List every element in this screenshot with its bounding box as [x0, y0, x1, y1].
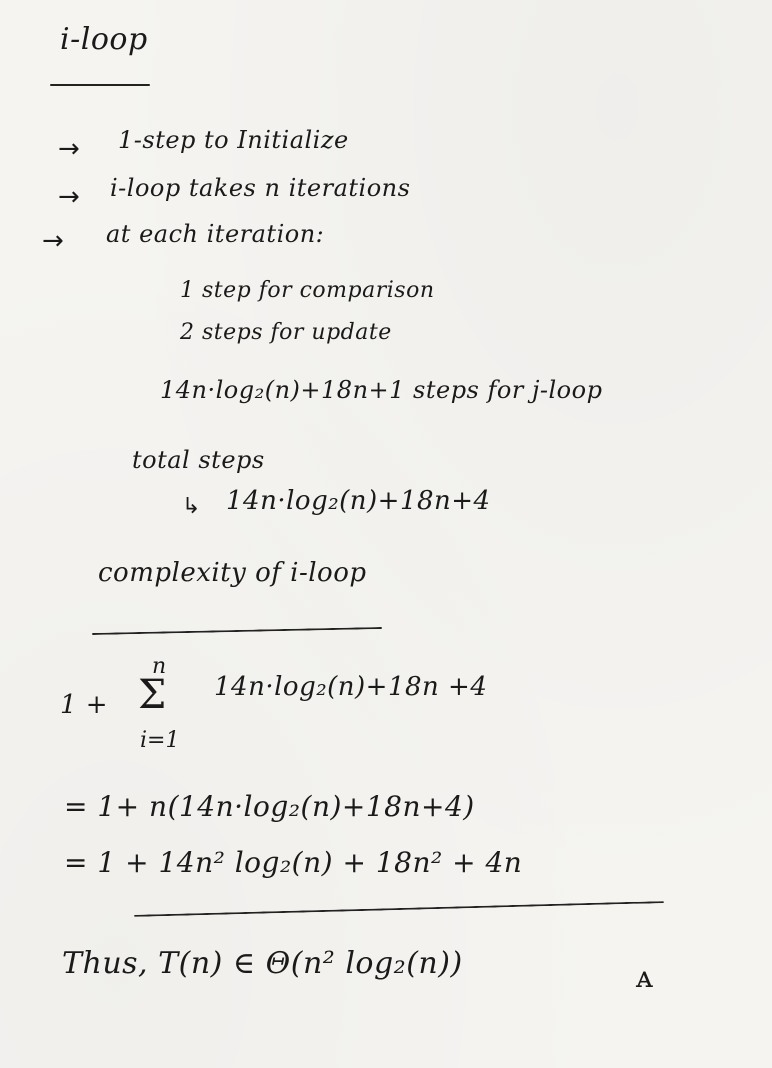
- arrow-icon: →: [42, 226, 64, 256]
- bullet-each-iteration: at each iteration:: [106, 220, 325, 248]
- complexity-underline: [92, 627, 382, 635]
- j-loop-steps: 14n·log₂(n)+18n+1 steps for j-loop: [160, 376, 603, 404]
- bullet-iterations: i-loop takes n iterations: [110, 174, 411, 202]
- total-steps-value: 14n·log₂(n)+18n+4: [226, 486, 491, 516]
- sub-step-comparison: 1 step for comparison: [180, 278, 435, 303]
- conclusion: Thus, T(n) ∈ Θ(n² log₂(n)): [62, 946, 463, 981]
- title-underline: [50, 84, 150, 86]
- page-title: i-loop: [60, 22, 148, 57]
- equation-underline: [134, 901, 664, 917]
- sigma-icon: Σ: [138, 672, 167, 718]
- bullet-initialize: 1-step to Initialize: [118, 126, 349, 154]
- total-steps-label: total steps: [132, 446, 265, 474]
- sum-lower-limit: i=1: [140, 728, 180, 753]
- sum-prefix: 1 +: [60, 690, 109, 720]
- arrow-icon: →: [58, 182, 80, 212]
- sum-upper-limit: n: [152, 654, 167, 679]
- sub-step-update: 2 steps for update: [180, 320, 392, 345]
- end-mark-icon: ᴀ: [636, 960, 654, 995]
- equation-line-2: = 1 + 14n² log₂(n) + 18n² + 4n: [64, 846, 523, 879]
- equation-line-1: = 1+ n(14n·log₂(n)+18n+4): [64, 790, 475, 823]
- complexity-heading: complexity of i-loop: [98, 558, 367, 588]
- return-arrow-icon: ↳: [182, 494, 201, 519]
- sum-body: 14n·log₂(n)+18n +4: [214, 672, 488, 702]
- arrow-icon: →: [58, 134, 80, 164]
